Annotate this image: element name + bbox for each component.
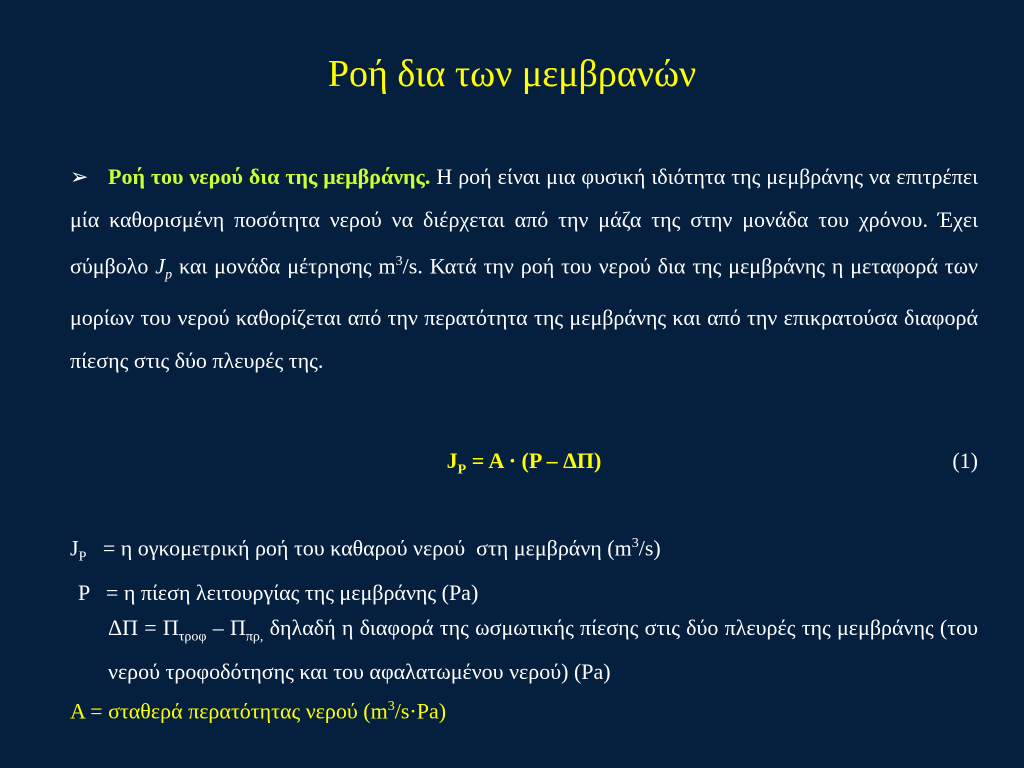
def-a-text: A = σταθερά περατότητας νερού (m	[70, 698, 388, 724]
equation-row	[70, 448, 978, 484]
paragraph-lead-punct: .	[424, 164, 431, 189]
def-dp-sub2: πρ,	[245, 629, 264, 645]
def-jp-tail: /s)	[638, 535, 661, 561]
slide-title: Ροή δια των μεμβρανών	[327, 53, 697, 95]
definition-a	[70, 689, 978, 728]
def-dp-head: ΔΠ = Π	[108, 614, 179, 640]
equation-j: J	[446, 448, 458, 473]
def-jp-symbol: J	[70, 535, 79, 561]
paragraph-text-3: /s. Κατά την ροή του νερού δια της μεμβράνης η μεταφορά των μορίων του νερού καθορίζεται από την περατότητα της μεμβράνης και από την επικρατούσα διαφορά πίεσης στις δύο πλευρές της.	[70, 253, 978, 373]
arrow-bullet-icon: ➢	[70, 164, 89, 189]
def-dp-text: δηλαδή η διαφορά της ωσμωτικής πίεσης στις δύο πλευρές της μεμβράνης (του νερού τροφοδότησης και του αφαλατωμένου νερού) (Pa)	[108, 614, 978, 685]
equation-j-sub: P	[457, 462, 467, 478]
definition-p: P = η πίεση λειτουργίας της μεμβράνης (Pa)	[78, 579, 479, 605]
symbol-j: J	[155, 253, 166, 279]
def-jp-text: = η ογκομετρική ροή του καθαρού νερού στη μεμβράνη (m	[86, 535, 632, 561]
paragraph-text-2: και μονάδα μέτρησης m	[172, 253, 396, 279]
def-a-sup: 3	[387, 699, 395, 715]
def-a-tail: /s·Pa)	[394, 698, 447, 724]
def-dp-mid: – Π	[206, 614, 246, 640]
def-jp-sub: P	[78, 549, 87, 565]
paragraph-lead: Ροή του νερού δια της μεμβράνης	[108, 164, 425, 189]
equation-number: (1)	[952, 448, 978, 473]
definition-dp	[70, 610, 978, 689]
definitions	[70, 526, 978, 728]
paragraph-sup: 3	[395, 254, 403, 269]
paragraph	[70, 156, 978, 382]
paragraph-text-1: Η ροή είναι μια φυσική ιδιότητα της μεμβράνης να επιτρέπει μία καθορισμένη ποσότητα νερού να διέρχεται από την μάζα της στην μονάδα του χρόνου. Έχει σύμβολο	[70, 164, 978, 279]
def-jp-sup: 3	[631, 536, 639, 551]
definition-jp	[70, 526, 978, 575]
equation	[70, 448, 978, 478]
symbol-j-sub: p	[165, 267, 173, 283]
equation-rhs: = A · (P – ΔΠ)	[466, 448, 602, 473]
def-dp-sub1: τροφ	[178, 629, 207, 645]
